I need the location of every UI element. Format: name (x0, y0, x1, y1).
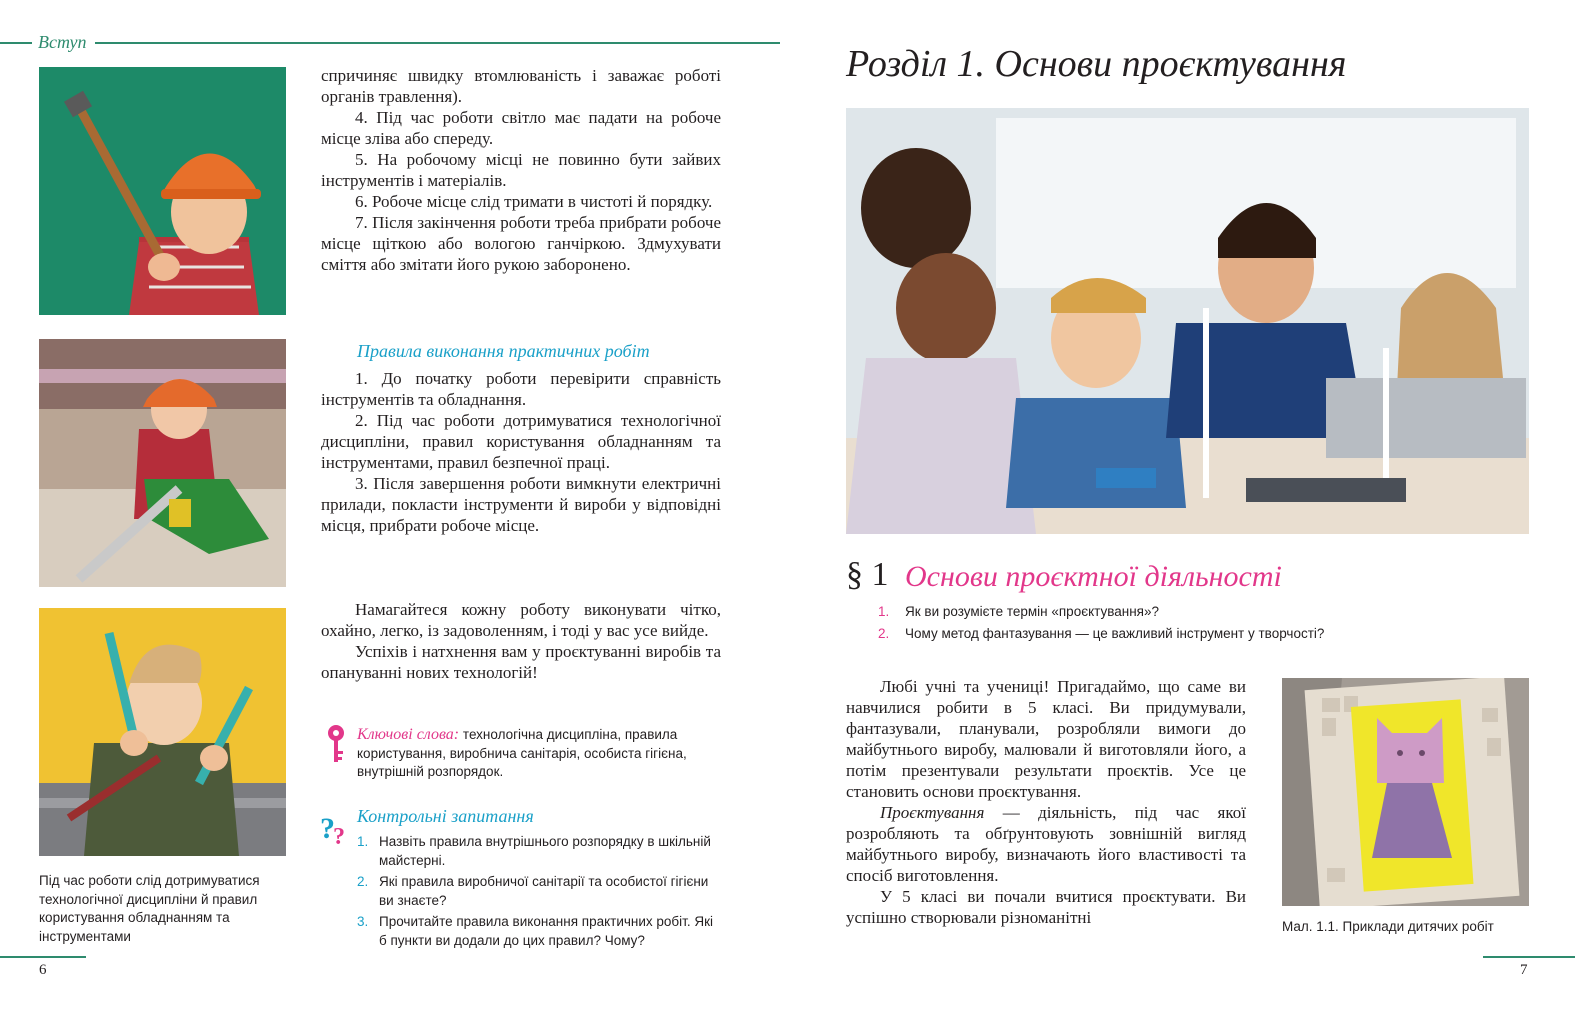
photo-boy-wrenches (39, 608, 286, 856)
practical-rule: 3. Після завершення роботи вимкнути електричні прилади, покласти інструменти й вироби у відповідні місця, прибрати робоче місце. (321, 474, 721, 535)
page-number-right: 7 (1520, 962, 1528, 978)
question-number: 3. (357, 914, 369, 929)
control-questions-title: Контрольні запитання (357, 806, 534, 826)
keywords-text: технологічна дисципліна, правила користування, виробнича санітарія, особиста гігієна, внутрішній розпорядок. (357, 727, 687, 779)
svg-text:?: ? (333, 824, 345, 848)
section-title: Основи проєктної діяльності (905, 560, 1282, 593)
list-item (357, 913, 722, 950)
question-text: Які правила виробничої санітарії та особистої гігієни ви знаєте? (379, 874, 709, 908)
question-text: Чому метод фантазування — це важливий інструмент у творчості? (905, 625, 1325, 641)
practical-rule: 1. До початку роботи перевірити справність інструментів та обладнання. (321, 369, 721, 409)
header-section-label: Вступ (38, 32, 87, 52)
closing-paragraph: Намагайтеся кожну роботу виконувати чітко, охайно, легко, із задоволенням, і тоді у вас усе вийде. (321, 600, 721, 640)
chapter-title: Розділ 1. Основи проєктування (846, 43, 1347, 85)
rules-paragraph: 4. Під час роботи світло має падати на робоче місце зліва або спереду. (321, 108, 721, 148)
section-mark: § 1 (846, 556, 889, 593)
question-text: Назвіть правила внутрішнього розпорядку в шкільній майстерні. (379, 834, 711, 868)
list-item (878, 625, 1528, 644)
definition-text: — діяльність, під час якої розробляють та обґрунтовують зовнішній вигляд майбутнього виробу, визначають його властивості та спосіб виготовлення. (846, 803, 1246, 885)
question-number: 2. (878, 625, 890, 641)
photo-boy-hammer (39, 67, 286, 315)
intro-paragraph: У 5 класі ви почали вчитися проєктувати. Ви успішно створювали різноманітні (846, 887, 1246, 927)
rules-paragraph: 6. Робоче місце слід тримати в чистоті й порядку. (355, 192, 713, 211)
rules-paragraph: 5. На робочому місці не повинно бути зайвих інструментів і матеріалів. (321, 150, 721, 190)
rules-paragraph: 7. Після закінчення роботи треба прибрати робоче місце щіткою або вологою ганчіркою. Здмухувати сміття або змітати його рукою заборонено. (321, 213, 721, 274)
list-item (357, 873, 722, 910)
header-rule-left (0, 42, 32, 44)
practical-rules-block (321, 368, 721, 536)
list-item (878, 603, 1528, 622)
key-icon (326, 724, 346, 764)
term-design: Проєктування (880, 803, 985, 822)
safety-rules-block (321, 65, 721, 275)
photo-mosaic-craft (1282, 678, 1529, 906)
practical-rule: 2. Під час роботи дотримуватися технологічної дисципліни, правил користування обладнанням та інструментами, правил безпечної праці. (321, 411, 721, 472)
header-rule-main (95, 42, 780, 44)
intro-paragraph: Любі учні та учениці! Пригадаймо, що саме ви навчилися робити в 5 класі. Ви придумували, фантазували, планували, розробляли вимоги до майбутнього виробу, малювали й виготовляли його, а потім презентували результати проєктів. Усе це становить основи проєктування. (846, 677, 1246, 801)
practical-rules-title: Правила виконання практичних робіт (357, 341, 650, 361)
intro-text (846, 676, 1246, 928)
keywords-block (357, 726, 722, 782)
control-questions-list (357, 833, 722, 950)
question-marks-icon (320, 808, 350, 848)
keywords-label: Ключові слова: (357, 726, 460, 743)
photo-girl-saw (39, 339, 286, 587)
closing-paragraph: Успіхів і натхнення вам у проєктуванні виробів та опануванні нових технологій! (321, 642, 721, 682)
intro-paragraph-definition (846, 802, 1246, 886)
left-image-caption: Під час роботи слід дотримуватися технологічної дисципліни й правил користування обладнанням та інструментами (39, 873, 260, 944)
footer-rule-right (1483, 956, 1575, 958)
question-text: Як ви розумієте термін «проєктування»? (905, 604, 1159, 619)
page-number-left: 6 (39, 962, 47, 978)
photo-classroom (846, 108, 1529, 534)
section-questions (878, 603, 1528, 643)
question-number: 1. (357, 834, 369, 849)
closing-block (321, 599, 721, 683)
question-number: 1. (878, 604, 890, 619)
figure-caption: Мал. 1.1. Приклади дитячих робіт (1282, 919, 1494, 934)
rules-paragraph: спричиняє швидку втомлюваність і заважає роботі органів травлення). (321, 66, 721, 106)
question-text: Прочитайте правила виконання практичних робіт. Які б пункти ви додали до цих правил? Чому? (379, 914, 713, 948)
footer-rule-left (0, 956, 86, 958)
question-number: 2. (357, 874, 369, 889)
svg-text:?: ? (320, 812, 335, 845)
list-item (357, 833, 722, 870)
